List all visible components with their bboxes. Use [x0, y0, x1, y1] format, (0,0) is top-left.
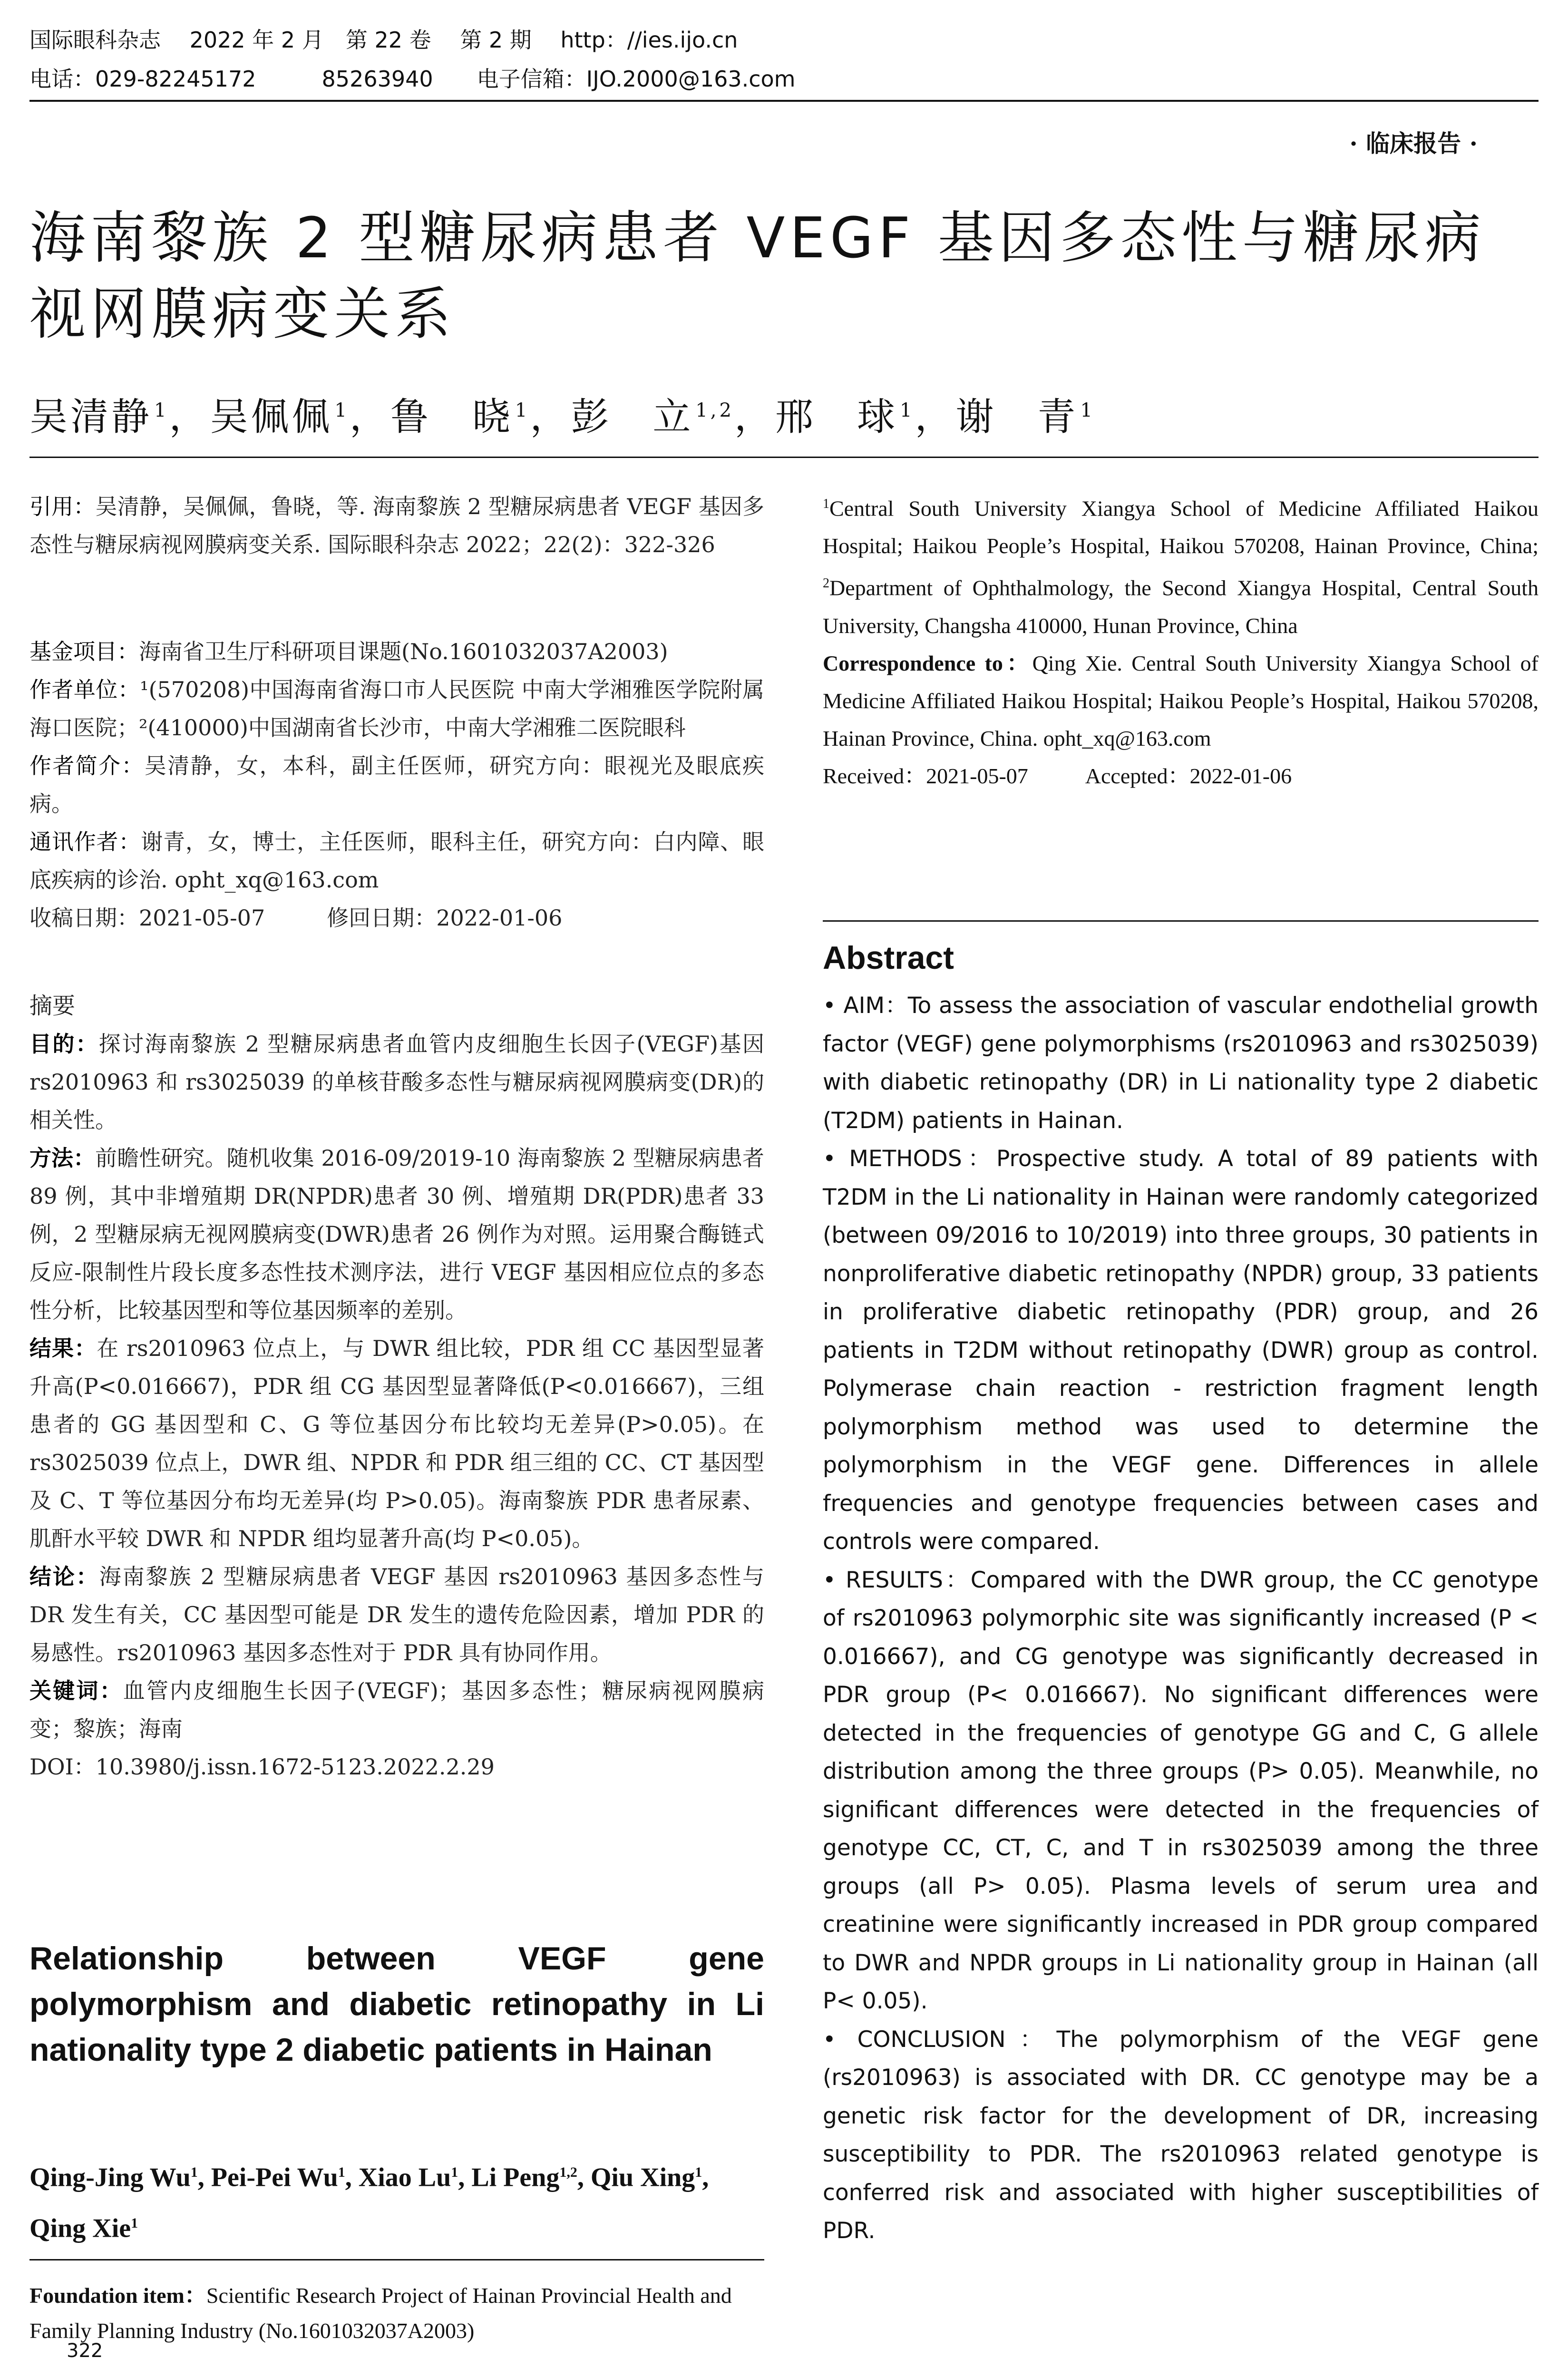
author-affiliation: 1: [899, 399, 915, 422]
author-affiliation: 1,2: [695, 399, 734, 422]
section-tag: · 临床报告 ·: [1349, 129, 1478, 157]
keywords-text: 血管内皮细胞生长因子(VEGF)；基因多态性；糖尿病视网膜病变；黎族；海南: [29, 1678, 764, 1742]
abstract-cn-heading: 摘要: [29, 993, 76, 1019]
citation-block: [29, 487, 764, 564]
page-number: 322: [67, 2340, 103, 2362]
author-name: 谢 青: [955, 395, 1079, 439]
correspondence-text: Qing Xie. Central South University Xiangya School of Medicine Affiliated Haikou Hospital; Haikou People’s Hospital, Haikou 570208, Hainan Province, China. opht_xq@163.com: [823, 651, 1539, 750]
abstract-cn: [29, 987, 764, 1786]
author-affiliation-en: 1: [338, 2164, 345, 2180]
abstract-en-aim: • AIM：To assess the association of vascular endothelial growth factor (VEGF) gene polymorphisms (rs2010963 and rs3025039) with diabetic retinopathy (DR) in Li nationality type 2 diabetic (T2DM) patients in Hainan.: [823, 993, 1539, 1134]
author-affiliation: 1: [334, 399, 350, 422]
doi: DOI：10.3980/j.issn.1672-5123.2022.2.29: [29, 1754, 495, 1780]
english-article-info: $^1$Central South University Xiangya School of Medicine Affiliated Haikou Hospital; Haikou People’s Hospital, Haikou 570208, Hainan Province, China; $^2$Department of Ophthalmology, the Second Xiangya Hospital, Central South University, Changsha 410000, Hunan Province, China Correspondence to：Qing Xie. Central South University Xiangya School of Medicine Affiliated Haikou Hospital; Haikou People’s Hospital, Haikou 570208, Hainan Province, China. opht_xq@163.com Received：2021-05-07 Accepted：2022-01-06: [823, 485, 1539, 795]
citation-text: 吴清静，吴佩佩，鲁晓，等. 海南黎族 2 型糖尿病患者 VEGF 基因多态性与糖尿病视网膜病变关系. 国际眼科杂志 2022；22(2)：322-326: [29, 494, 765, 557]
author-list-cn: 吴清静 $^1$，吴佩佩 $^1$，鲁 晓 $^1$，彭 立 $^{1,2}$，邢 球 $^1$，谢 青 $^1$: [29, 395, 1095, 439]
unit-label: 作者单位：: [29, 677, 140, 702]
author-name-en: Li Peng: [471, 2163, 560, 2192]
conclusion-text: 海南黎族 2 型糖尿病患者 VEGF 基因 rs2010963 基因多态性与 DR 发生有关，CC 基因型可能是 DR 发生的遗传危险因素，增加 PDR 的易感性。rs2010963 基因多态性对于 PDR 具有协同作用。: [29, 1564, 764, 1666]
header-divider: [29, 100, 1539, 102]
methods-label: 方法：: [29, 1145, 96, 1171]
author-affiliation-en: 1: [695, 2164, 702, 2180]
foundation-item: [29, 2278, 764, 2348]
author-name-en: Pei-Pei Wu: [211, 2163, 338, 2192]
bio-label: 作者简介：: [29, 753, 145, 779]
authors-divider: [29, 457, 1539, 458]
methods-text: 前瞻性研究。随机收集 2016-09/2019-10 海南黎族 2 型糖尿病患者 89 例，其中非增殖期 DR(NPDR)患者 30 例、增殖期 DR(PDR)患者 33 例，2 型糖尿病无视网膜病变(DWR)患者 26 例作为对照。运用聚合酶链式反应-限制性片段长度多态性技术测序法，进行 VEGF 基因相应位点的多态性分析，比较基因型和等位基因频率的差别。: [29, 1145, 764, 1323]
abstract-en-methods: • METHODS：Prospective study. A total of 89 patients with T2DM in the Li nationality in Hainan were randomly categorized (between 09/2016 to 10/2019) into three groups, 30 patients in nonproliferative diabetic retinopathy (NPDR) group, 33 patients in proliferative diabetic retinopathy (PDR) group, and 26 patients in T2DM without retinopathy (DWR) group as control. Polymerase chain reaction - restriction fragment length polymorphism method was used to determine the polymorphism in the VEGF gene. Differences in allele frequencies and genotype frequencies between cases and controls were compared.: [823, 1146, 1539, 1555]
results-label: 结果：: [29, 1335, 97, 1361]
author-name-en: Qiu Xing: [590, 2163, 695, 2192]
author-name: 彭 立: [571, 395, 694, 439]
citation-label: 引用：: [29, 494, 96, 519]
received-date-en: Received：2021-05-07: [823, 763, 1028, 788]
bio-text: 吴清静，女，本科，副主任医师，研究方向：眼视光及眼底疾病。: [29, 753, 765, 817]
corr-text: 谢青，女，博士，主任医师，眼科主任，研究方向：白内障、眼底疾病的诊治. opht_xq@163.com: [29, 829, 764, 893]
abstract-en-results: • RESULTS：Compared with the DWR group, the CC genotype of rs2010963 polymorphic site was significantly increased (P < 0.016667), and CG genotype was significantly decreased in PDR group (P< 0.016667). No significant differences were detected in the frequencies of genotype GG and C, G allele distribution among the three groups (P> 0.05). Meanwhile, no significant differences were detected in the frequencies of genotype CC, CT, C, and T in rs3025039 among the three groups (all P> 0.05). Plasma levels of serum urea and creatinine were significantly increased in PDR group compared to DWR and NPDR groups in Li nationality group in Hainan (all P< 0.05).: [823, 1567, 1539, 2014]
abstract-en-heading: Abstract: [823, 940, 954, 976]
author-name-en: Qing Xie: [29, 2213, 131, 2243]
keywords-label: 关键词：: [29, 1678, 123, 1704]
author-name-en: Qing-Jing Wu: [29, 2163, 191, 2192]
aim-label: 目的：: [29, 1031, 99, 1057]
author-name: 吴清静: [29, 395, 152, 439]
author-affiliation: 1: [515, 399, 530, 422]
aim-text: 探讨海南黎族 2 型糖尿病患者血管内皮细胞生长因子(VEGF)基因 rs2010963 和 rs3025039 的单核苷酸多态性与糖尿病视网膜病变(DR)的相关性。: [29, 1031, 765, 1133]
abstract-en-conclusion: • CONCLUSION：The polymorphism of the VEGF gene (rs2010963) is associated with DR. CC genotype may be a genetic risk factor for the development of DR, increasing susceptibility to PDR. The rs2010963 related genotype is conferred risk and associated with higher susceptibilities of PDR.: [823, 2026, 1539, 2244]
conclusion-label: 结论：: [29, 1564, 99, 1589]
revised-date: 修回日期：2022-01-06: [327, 905, 563, 931]
author-list-en: Qing-Jing Wu$^1$, Pei-Pei Wu$^1$, Xiao Lu$^1$, Li Peng$^{1,2}$, Qiu Xing$^1$, Qing Xie$^1$: [29, 2163, 709, 2243]
results-text: 在 rs2010963 位点上，与 DWR 组比较，PDR 组 CC 基因型显著升高(P<0.016667)，PDR 组 CG 基因型显著降低(P<0.016667)，三组患者的 GG 基因型和 C、G 等位基因分布比较均无差异(P>0.05)。在 rs3025039 位点上，DWR 组、NPDR 和 PDR 组三组的 CC、CT 基因型及 C、T 等位基因分布均无差异(均 P>0.05)。海南黎族 PDR 患者尿素、肌酐水平较 DWR 和 NPDR 组均显著升高(均 P<0.05)。: [29, 1335, 764, 1551]
abstract-divider: [823, 920, 1539, 922]
journal-header-line2: 电话：029-82245172 85263940 电子信箱：IJO.2000@163.com: [29, 66, 796, 92]
unit-text: ¹(570208)中国海南省海口市人民医院 中南大学湘雅医学院附属海口医院；²(410000)中国湖南省长沙市，中南大学湘雅二医院眼科: [29, 677, 765, 740]
author-name: 邢 球: [775, 395, 898, 439]
article-title-cn: 海南黎族 2 型糖尿病患者 VEGF 基因多态性与糖尿病视网膜病变关系: [29, 205, 1486, 347]
affiliation-2: Department of Ophthalmology, the Second Xiangya Hospital, Central South University, Changsha 410000, Hunan Province, China: [823, 575, 1539, 638]
author-name: 吴佩佩: [210, 395, 333, 439]
article-info-block: [29, 633, 764, 937]
foundation-divider: [29, 2259, 764, 2260]
author-name-en: Xiao Lu: [358, 2163, 451, 2192]
journal-header-line1: 国际眼科杂志 2022 年 2 月 第 22 卷 第 2 期 http：//ies.ijo.cn: [29, 27, 738, 53]
abstract-en-body: [823, 987, 1539, 2250]
author-affiliation-en: 1: [451, 2164, 458, 2180]
article-title-en: Relationship between VEGF gene polymorphism and diabetic retinopathy in Li nationality type 2 diabetic patients in Hainan: [29, 1940, 764, 2068]
author-affiliation-en: 1: [131, 2215, 138, 2231]
corr-label: 通讯作者：: [29, 829, 141, 855]
author-name: 鲁 晓: [390, 395, 513, 439]
fund-label: 基金项目：: [29, 639, 139, 664]
received-date: 收稿日期：2021-05-07: [29, 905, 265, 931]
author-affiliation: 1: [154, 399, 169, 422]
author-affiliation: 1: [1080, 399, 1095, 422]
foundation-text: Scientific Research Project of Hainan Provincial Health and Family Planning Industry (No.1601032037A2003): [29, 2283, 732, 2343]
foundation-label: Foundation item：: [29, 2283, 206, 2308]
author-affiliation-en: 1,2: [559, 2164, 577, 2180]
affiliation-1: Central South University Xiangya School of Medicine Affiliated Haikou Hospital; Haikou People’s Hospital, Haikou 570208, Hainan Province, China;: [823, 496, 1539, 558]
accepted-date-en: Accepted：2022-01-06: [1085, 763, 1292, 788]
author-affiliation-en: 1: [190, 2164, 198, 2180]
correspondence-label: Correspondence to：: [823, 651, 1032, 675]
fund-text: 海南省卫生厅科研项目课题(No.1601032037A2003): [139, 639, 668, 664]
